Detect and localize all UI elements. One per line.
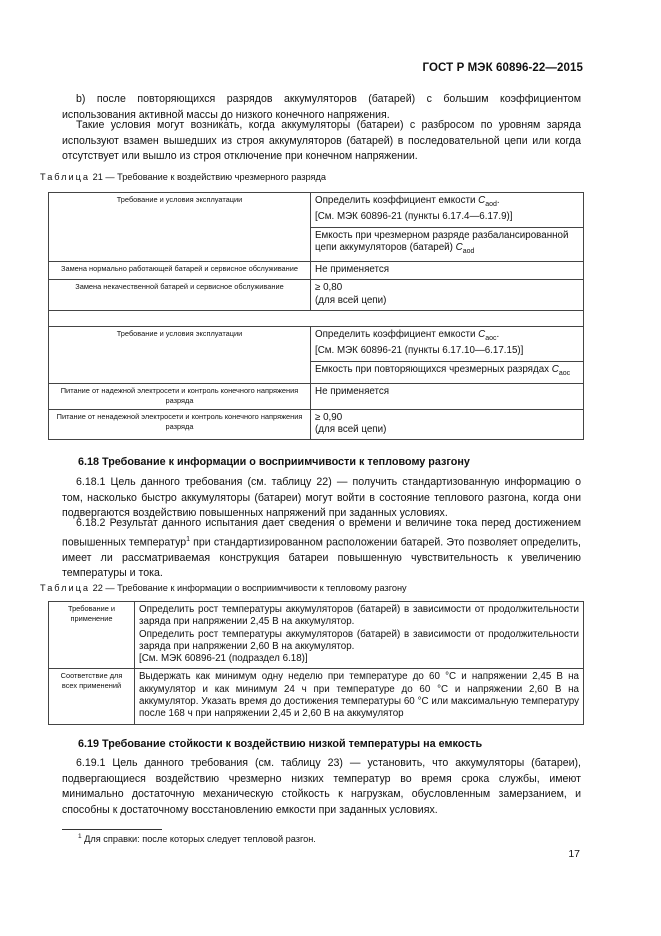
footnote-separator (62, 829, 162, 830)
intro-paragraph-conditions: Такие условия могут возникать, когда аккумуляторы (батареи) с разбросом по уровням заряда используют взамен вышедших из строя аккумуляторов (батарей) в последовательной цепи или когда отсутствует или вышло из строя отключение при конечном напряжении. (62, 119, 581, 162)
table21-block1-define-cell: Определить коэффициент емкости $C_{aod}$. [См. МЭК 60896-21 (пункты 6.17.4—6.17.9)] (311, 193, 584, 228)
table-row (49, 326, 584, 361)
footnote (78, 833, 316, 844)
table-row (49, 602, 584, 669)
section-6-18-2-paragraph: 6.18.2 Результат данного испытания дает сведения о времени и величине тока перед достижением повышенных температур$^1$ при стандартизированном расположении батарей. Это позволяет определить, имеет ли рассматриваемая конструкция батареи повышенную чувствительность к увеличению температуры и тока. (62, 517, 581, 580)
table22-caption-word: Таблица (40, 583, 91, 593)
table21-value-cell: ≥ 0,90 (для всей цепи) (311, 409, 584, 440)
table21-condition-cell: Питание от ненадежной электросети и контроль конечного напряжения разряда (49, 409, 311, 440)
page-number: 17 (568, 848, 580, 860)
table22-requirement-cell: Определить рост температуры аккумуляторов (батарей) в зависимости от продолжительности заряда при напряжении 2,45 В на аккумулятор. Определить рост температуры аккумуляторов (батарей) в зависимости от продолжительности заряда при напряжении 2,60 В на аккумулятор. [См. МЭК 60896-21 (подраздел 6.18)] (135, 602, 584, 669)
section-6-18-1-paragraph: 6.18.1 Цель данного требования (см. таблицу 22) — получить стандартизованную информацию о том, насколько быстро аккумуляторы (батареи) могут войти в состояние теплового разгона, когда они подвергаются воздействию повышенных напряжений при заданных условиях. (62, 476, 581, 519)
table21 (48, 192, 584, 440)
table22-compliance-cell: Выдержать как минимум одну неделю при температуре до 60 °С и напряжении 2,45 В на аккумулятор и как минимум 24 ч при температуре до 60 °С и напряжении 2,60 В на аккумулятор. Указать время до достижения температуры 60 °С или максимальную температуру после 168 ч при напряжении 2,45 и 2,60 В на аккумулятор (135, 669, 584, 724)
section-6-18-heading: 6.18 Требование к информации о восприимчивости к тепловому разгону (78, 456, 470, 468)
section-6-19-heading: 6.19 Требование стойкости к воздействию низкой температуры на емкость (78, 738, 483, 750)
table22-caption-text: 22 — Требование к информации о восприимчивости к тепловому разгону (92, 583, 407, 593)
table21-block2-capacity-cell: Емкость при повторяющихся чрезмерных разрядах $C_{aoc}$ (311, 361, 584, 383)
table-row (49, 193, 584, 228)
footnote-marker: 1 (78, 833, 82, 840)
table21-caption-text: 21 — Требование к воздействию чрезмерного разряда (92, 172, 326, 182)
section-6-19-1-paragraph: 6.19.1 Цель данного требования (см. таблицу 23) — установить, что аккумуляторы (батареи), подвергающиеся воздействию чрезмерно низких температур во время срока службы, имеют минимально достаточную механическую стойкость к нагрузкам, обусловленным замерзанием, и способны к достаточному восстановлению емкости при заданных условиях. (62, 757, 581, 816)
table21-block1-capacity-cell: Емкость при чрезмерном разряде разбалансированной цепи аккумуляторов (батарей) $C_{aod}$ (311, 227, 584, 262)
table-row (49, 409, 584, 440)
table22-compliance-label: Соответствие для всех применений (49, 669, 135, 724)
table21-value-cell: ≥ 0,80 (для всей цепи) (311, 280, 584, 311)
table21-condition-cell: Замена нормально работающей батарей и сервисное обслуживание (49, 262, 311, 280)
table21-value-cell: Не применяется (311, 262, 584, 280)
table22-requirement-label: Требование и применение (49, 602, 135, 669)
table22 (48, 601, 584, 725)
footnote-text: Для справки: после которых следует тепловой разгон. (81, 834, 316, 845)
table-row (49, 383, 584, 409)
table21-block1-requirement-label: Требование и условия эксплуатации (49, 193, 311, 262)
table-row (49, 280, 584, 311)
table22-caption (40, 583, 407, 593)
table21-value-cell: Не применяется (311, 383, 584, 409)
table-row (49, 669, 584, 724)
table21-condition-cell: Замена некачественной батарей и сервисное обслуживание (49, 280, 311, 311)
table-row-spacer (49, 310, 584, 326)
table21-caption-word: Таблица (40, 172, 91, 182)
intro-paragraph-b: b) после повторяющихся разрядов аккумуляторов (батарей) с большим коэффициентом использования активной массы до низкого конечного напряжения. (62, 93, 581, 121)
footnote-reference[interactable]: 1 (186, 535, 191, 543)
document-header: ГОСТ Р МЭК 60896-22—2015 (422, 62, 583, 74)
table21-condition-cell: Питание от надежной электросети и контроль конечного напряжения разряда (49, 383, 311, 409)
table-row (49, 262, 584, 280)
table21-separator (49, 310, 584, 326)
table21-block2-requirement-label: Требование и условия эксплуатации (49, 326, 311, 383)
table21-block2-define-cell: Определить коэффициент емкости $C_{aoc}$. [См. МЭК 60896-21 (пункты 6.17.10—6.17.15)] (311, 326, 584, 361)
table21-caption (40, 172, 326, 182)
